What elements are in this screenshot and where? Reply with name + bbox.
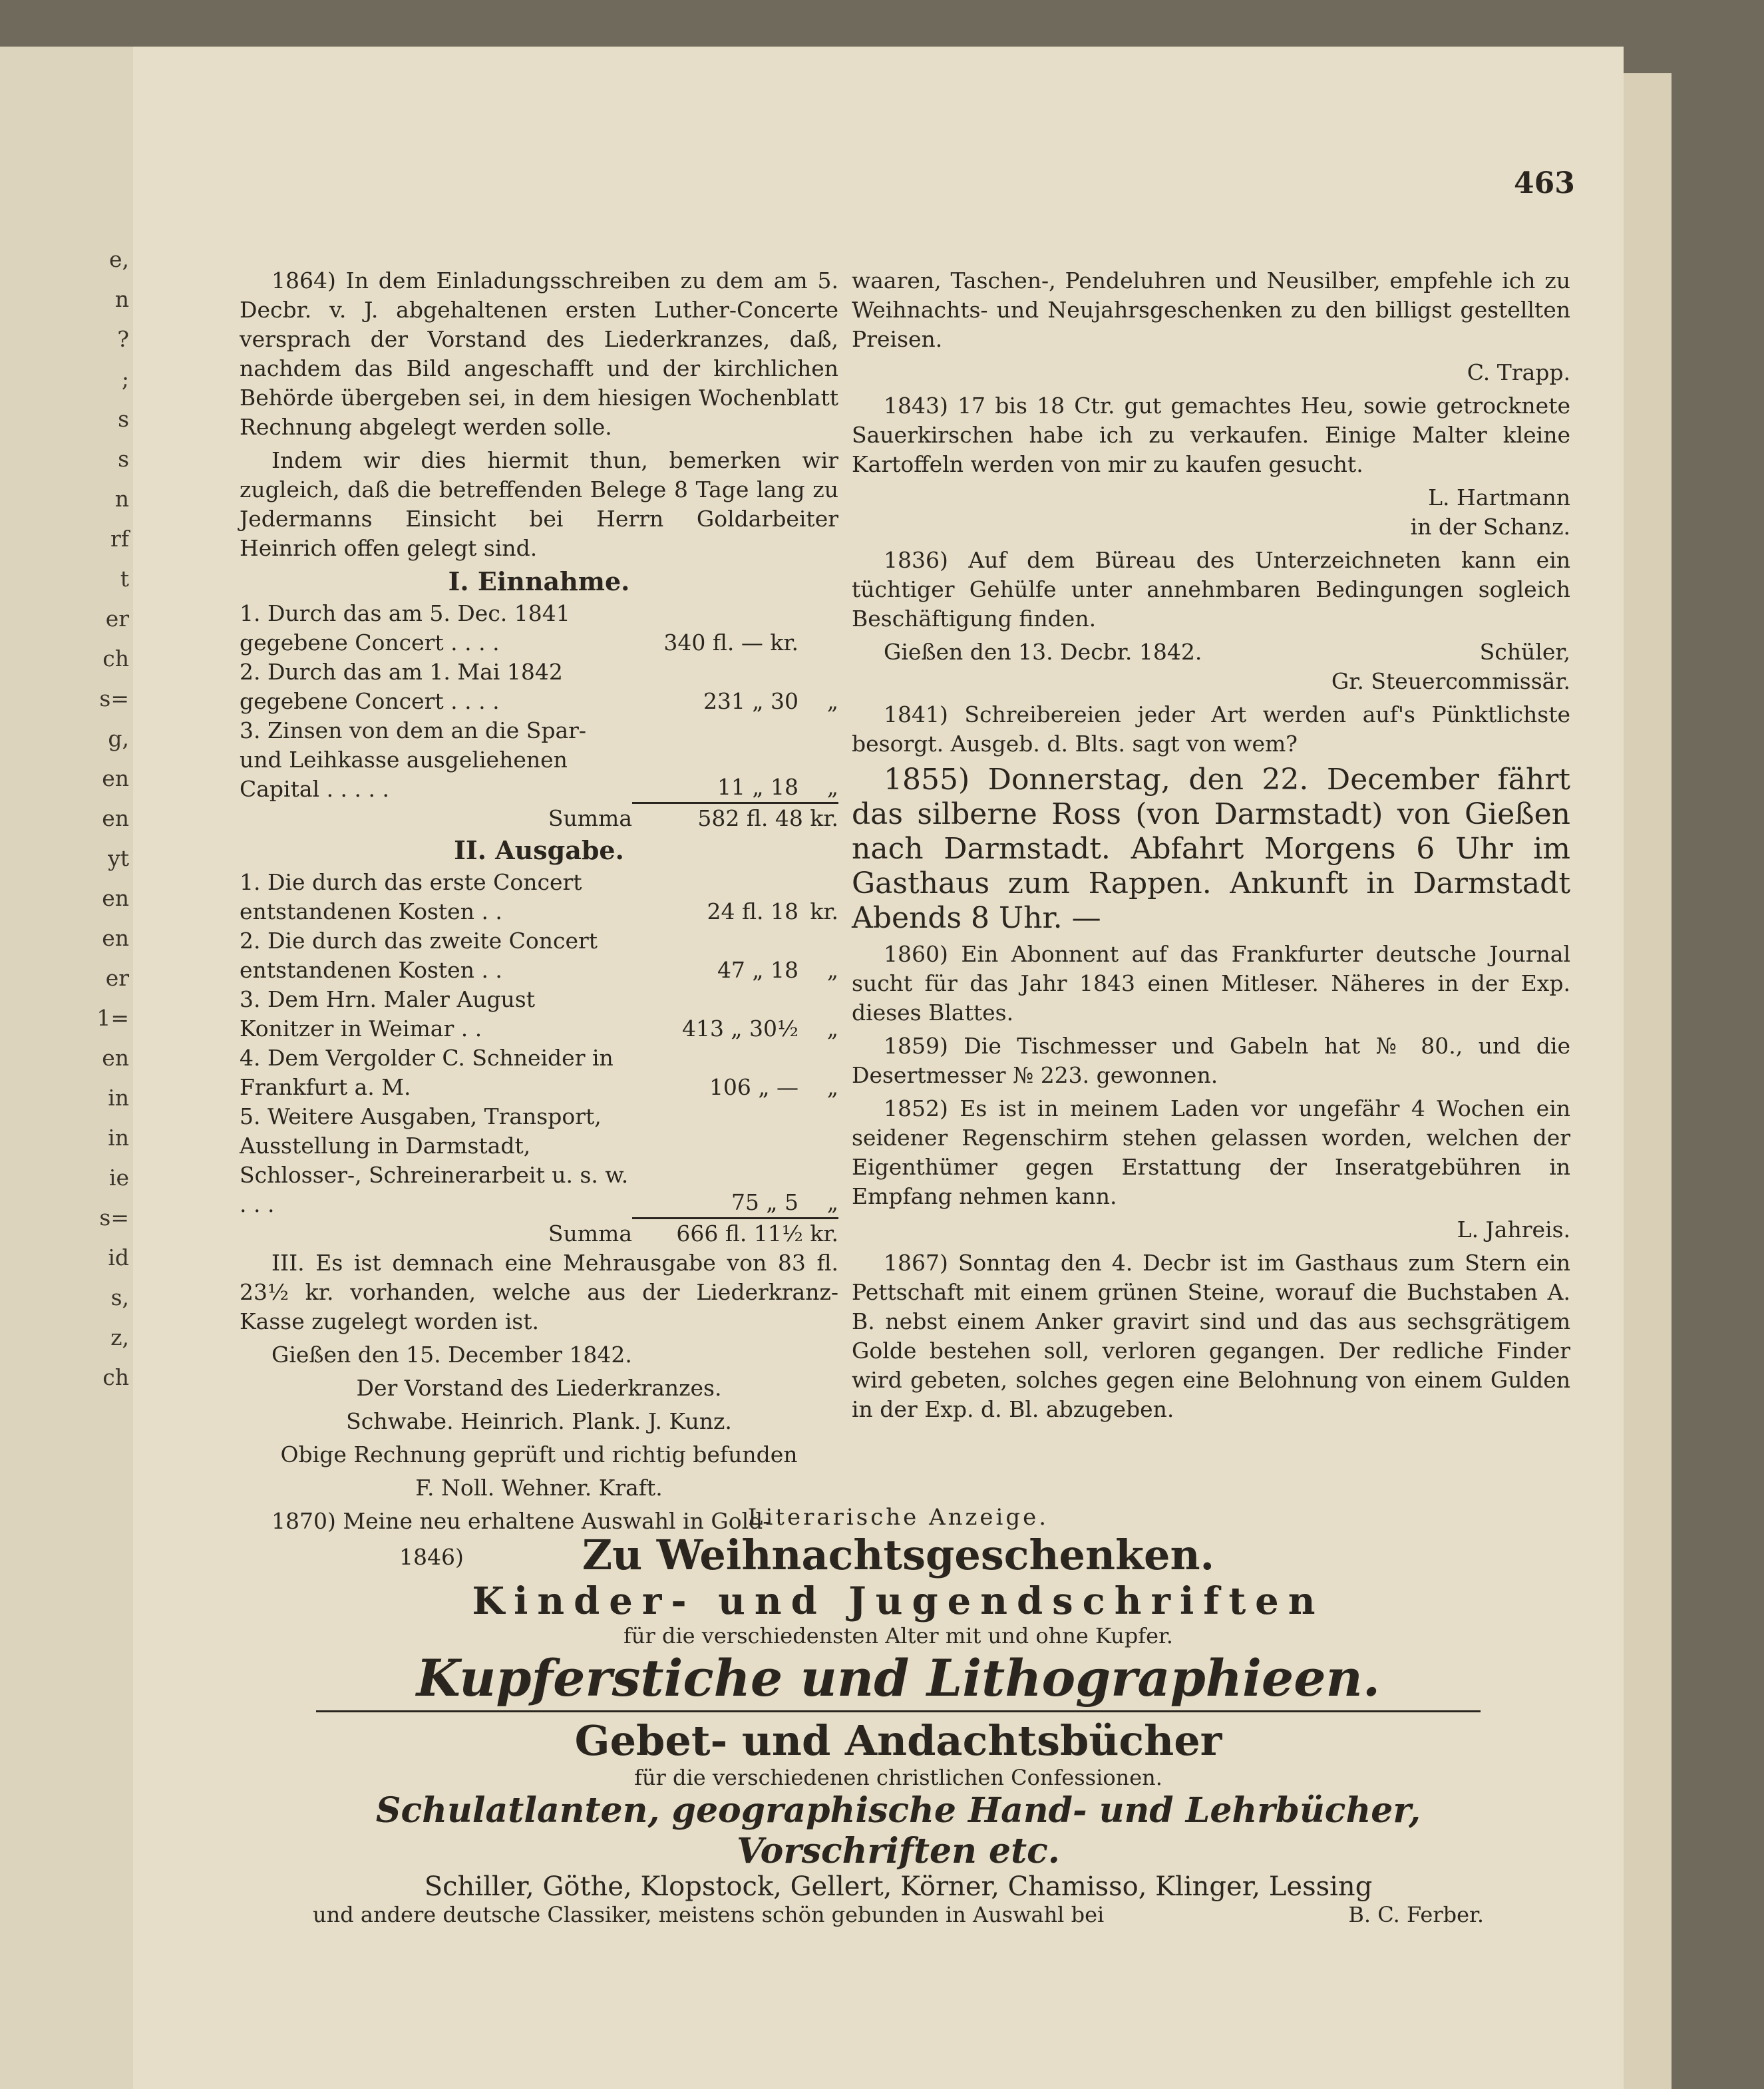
account-unit: „ [826, 957, 838, 983]
account-unit: „ [798, 1188, 838, 1219]
ad-title-text: Zu Weihnachtsgeschenken. [582, 1531, 1215, 1579]
cut-text-fragment: n [114, 286, 129, 312]
account-item: 2. Durch das am 1. Mai 1842 gegebene Concert . . . . [240, 659, 563, 714]
right-column [852, 266, 1570, 1428]
cut-text-fragment: ; [121, 366, 129, 392]
account-item: 3. Dem Hrn. Maler August Konitzer in Weimar . . [240, 986, 536, 1042]
ad-title [233, 1531, 1564, 1579]
account-unit: kr. [810, 898, 838, 924]
notice-1859: 1859) Die Tischmesser und Gabeln hat № 80., und die Desertmesser № 223. gewonnen. [852, 1033, 1570, 1088]
audit-line: Obige Rechnung geprüft und richtig befunden [280, 1441, 798, 1467]
account-item: 3. Zinsen von dem an die Spar- und Leihkasse ausgeliehenen Capital . . . . . [240, 717, 587, 802]
income-list [240, 599, 838, 804]
cut-text-fragment: id [108, 1244, 129, 1270]
page-number: 463 [1514, 166, 1575, 200]
auditors-line: F. Noll. Wehner. Kraft. [415, 1475, 663, 1501]
cut-text-fragment: yt [108, 845, 129, 871]
account-amount: 106 „ — [709, 1074, 798, 1100]
account-row [240, 868, 838, 926]
account-amount: 11 „ 18 [632, 773, 798, 804]
account-item: 1. Durch das am 5. Dec. 1841 gegebene Concert . . . . [240, 600, 570, 656]
notice-1870-cont: waaren, Taschen-, Pendeluhren und Neusilber, empfehle ich zu Weihnachts- und Neujahrsgeschenken zu den billigst gestellten Preisen. [852, 268, 1570, 352]
sum-amount: 666 fl. 11½ kr. [676, 1221, 838, 1246]
expense-sum [240, 1219, 838, 1248]
account-row [240, 926, 838, 985]
account-amount: 413 „ 30½ [681, 1016, 798, 1042]
notice-1864-p1: 1864) In dem Einladungsschreiben zu dem am 5. Decbr. v. J. abgehaltenen ersten Luther-Concerte versprach der Vorstand des Liederkranzes, daß, nachdem das Bild angeschafft und der kirchlichen Behörde übergeben sei, in dem hiesigen Wochenblatt Rechnung abgelegt werden solle. [240, 268, 838, 440]
ad-kinder-sub: für die verschiedensten Alter mit und ohne Kupfer. [623, 1623, 1173, 1648]
notice-1860: 1860) Ein Abonnent auf das Frankfurter deutsche Journal sucht für das Jahr 1843 einen Mitleser. Näheres in der Exp. dieses Blattes. [852, 941, 1570, 1026]
notice-1836: 1836) Auf dem Büreau des Unterzeichneten kann ein tüchtiger Gehülfe unter annehmbaren Bedingungen sogleich Beschäftigung finden. [852, 547, 1570, 632]
signature: Schüler, [1479, 639, 1570, 665]
cut-text-fragment: in [108, 1085, 129, 1111]
ad-rule [316, 1710, 1481, 1712]
account-unit: „ [826, 1016, 838, 1042]
signature: C. Trapp. [1467, 359, 1570, 385]
cut-text-fragment: 1= [96, 1005, 129, 1031]
cut-text-fragment: n [114, 486, 129, 512]
cut-text-fragment: g, [108, 725, 129, 751]
cut-text-fragment: s= [99, 685, 129, 711]
notice-1843: 1843) 17 bis 18 Ctr. gut gemachtes Heu, sowie getrocknete Sauerkirschen habe ich zu verkaufen. Einige Malter kleine Kartoffeln werden von mir zu kaufen gesucht. [852, 393, 1570, 477]
account-item: 4. Dem Vergolder C. Schneider in Frankfurt a. M. [240, 1045, 614, 1100]
cut-text-fragment: en [102, 765, 129, 791]
signature-title: Gr. Steuercommissär. [1331, 668, 1570, 694]
sum-label: Summa [548, 1221, 632, 1246]
income-sum [240, 804, 838, 833]
account-item: 1. Die durch das erste Concert entstandenen Kosten . . [240, 869, 582, 924]
signature-place: in der Schanz. [1410, 514, 1570, 540]
cut-text-fragment: er [105, 606, 129, 632]
date-line: Gießen den 13. Decbr. 1842. [884, 639, 1202, 665]
cut-text-fragment: ? [117, 326, 129, 352]
cut-text-fragment: rf [110, 526, 129, 552]
notice-1870-start: 1870) Meine neu erhaltene Auswahl in Gold- [271, 1508, 771, 1534]
cut-text-fragment: er [105, 965, 129, 991]
account-row [240, 985, 838, 1044]
cut-text-fragment: z, [110, 1324, 129, 1350]
ad-footer [313, 1902, 1484, 1927]
signature: L. Hartmann [1428, 484, 1570, 510]
account-unit: „ [826, 688, 838, 714]
income-heading: I. Einnahme. [448, 566, 630, 596]
account-amount: 340 fl. — kr. [663, 630, 798, 656]
cut-text-fragment: t [120, 566, 129, 592]
left-page-edge [0, 47, 133, 2089]
signature: L. Jahreis. [1457, 1217, 1570, 1242]
cut-text-fragment: en [102, 885, 129, 911]
sum-amount: 582 fl. 48 kr. [697, 805, 838, 831]
cut-text-fragment: s [118, 406, 129, 432]
account-row [240, 1044, 838, 1102]
left-page-cut-text [96, 240, 129, 1398]
ad-label: Literarische Anzeige. [747, 1504, 1049, 1531]
cut-text-fragment: en [102, 805, 129, 831]
ad-gebet: Gebet- und Andachtsbücher [574, 1716, 1222, 1765]
left-column [240, 266, 838, 1540]
account-row [240, 716, 838, 804]
names-line: Schwabe. Heinrich. Plank. J. Kunz. [346, 1408, 732, 1434]
expense-heading: II. Ausgabe. [454, 835, 624, 865]
ad-footer-text: und andere deutsche Classiker, meistens schön gebunden in Auswahl bei [313, 1902, 1105, 1927]
cut-text-fragment: ie [108, 1165, 129, 1191]
ad-classics: Schiller, Göthe, Klopstock, Gellert, Körner, Chamisso, Klinger, Lessing [424, 1871, 1373, 1902]
literary-advertisement [233, 1504, 1564, 1927]
ad-schul-line1: Schulatlanten, geographische Hand- und Lehrbücher, [375, 1790, 1421, 1831]
account-amount: 75 „ 5 [632, 1188, 798, 1219]
newspaper-page [133, 47, 1624, 2089]
cut-text-fragment: s, [110, 1284, 129, 1310]
account-item: 2. Die durch das zweite Concert entstandenen Kosten . . [240, 928, 598, 983]
cut-text-fragment: s= [99, 1205, 129, 1231]
sum-label: Summa [548, 805, 632, 831]
account-amount: 24 fl. 18 [707, 898, 798, 924]
date-line: Gießen den 15. December 1842. [271, 1342, 632, 1368]
cut-text-fragment: ch [102, 646, 129, 671]
board-line: Der Vorstand des Liederkranzes. [356, 1375, 722, 1401]
cut-text-fragment: en [102, 1045, 129, 1071]
account-row [240, 599, 838, 658]
cut-text-fragment: e, [108, 246, 129, 272]
notice-1867: 1867) Sonntag den 4. Decbr ist im Gasthaus zum Stern ein Pettschaft mit einem grünen Steine, worauf die Buchstaben A. B. nebst einem Anker gravirt sind und das aus sechsgrätigem Golde bestehen soll, verloren gegangen. Der redliche Finder wird gebeten, solches gegen eine Belohnung von einem Gulden in der Exp. d. Bl. abzugeben. [852, 1250, 1570, 1422]
ad-footer-signature: B. C. Ferber. [1348, 1902, 1484, 1927]
account-amount: 231 „ 30 [703, 688, 798, 714]
ad-gebet-sub: für die verschiedenen christlichen Confessionen. [634, 1765, 1162, 1790]
notice-1836-sign [852, 638, 1570, 667]
account-row [240, 658, 838, 716]
expense-list [240, 868, 838, 1219]
account-unit: „ [798, 773, 838, 804]
account-item: 5. Weitere Ausgaben, Transport, Ausstellung in Darmstadt, Schlosser-, Schreinerarbeit u. s. w. . . . [240, 1103, 629, 1217]
account-row [240, 1102, 838, 1219]
section-3: III. Es ist demnach eine Mehrausgabe von 83 fl. 23½ kr. vorhanden, welche aus der Liederkranz-Kasse zugelegt worden ist. [240, 1250, 838, 1334]
ad-schul-line2: Vorschriften etc. [737, 1831, 1060, 1871]
notice-1864-p2: Indem wir dies hiermit thun, bemerken wir zugleich, daß die betreffenden Belege 8 Tage lang zu Jedermanns Einsicht bei Herrn Goldarbeiter Heinrich offen gelegt sind. [240, 447, 838, 561]
ad-number: 1846) [399, 1544, 464, 1570]
account-amount: 47 „ 18 [717, 957, 798, 983]
notice-1855: 1855) Donnerstag, den 22. December fährt das silberne Ross (von Darmstadt) von Gießen nach Darmstadt. Abfahrt Morgens 6 Uhr im Gasthaus zum Rappen. Ankunft in Darmstadt Abends 8 Uhr. — [852, 763, 1570, 935]
account-unit: „ [826, 1074, 838, 1100]
ad-kinder: Kinder- und Jugendschriften [472, 1579, 1325, 1623]
cut-text-fragment: in [108, 1125, 129, 1151]
notice-1841: 1841) Schreibereien jeder Art werden auf's Pünktlichste besorgt. Ausgeb. d. Blts. sagt von wem? [852, 701, 1570, 757]
cut-text-fragment: en [102, 925, 129, 951]
cut-text-fragment: ch [102, 1364, 129, 1390]
notice-1852: 1852) Es ist in meinem Laden vor ungefähr 4 Wochen ein seidener Regenschirm stehen gelassen worden, welchen der Eigenthümer gegen Erstattung der Inseratgebühren in Empfang nehmen kann. [852, 1095, 1570, 1209]
cut-text-fragment: s [118, 446, 129, 472]
ad-kupfer: Kupferstiche und Lithographieen. [416, 1648, 1381, 1708]
